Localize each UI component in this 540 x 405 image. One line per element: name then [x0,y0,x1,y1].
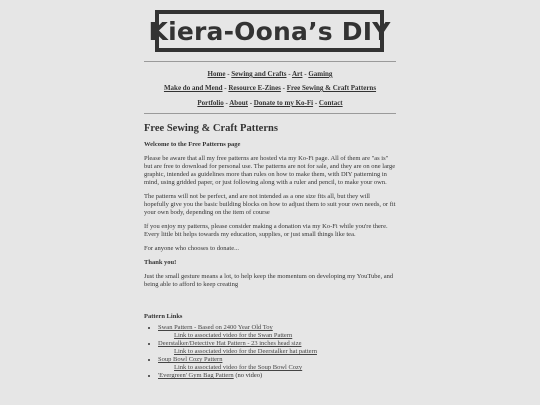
nav-contact-link[interactable]: Contact [318,99,343,107]
nav-donate-kofi-link[interactable]: Donate to my Ko-Fi [253,99,314,107]
nav-separator: - [223,99,230,107]
list-item [158,340,396,356]
swan-video-link[interactable]: Link to associated video for the Swan Pattern [174,332,293,339]
list-item [174,348,396,356]
deerstalker-pattern-link[interactable]: Deerstalker/Detective Hat Pattern - 23 inches head size [158,340,302,347]
welcome-heading: Welcome to the Free Patterns page [144,141,241,148]
nav-row-3 [144,99,396,107]
site-logo[interactable] [148,10,391,52]
donors-paragraph: For anyone who chooses to donate... [144,245,239,252]
no-video-note: (no video) [233,372,263,379]
donation-paragraph: If you enjoy my patterns, please consider making a donation via my Ko-Fi while you're there. Every little bit helps towards my education, supplies, or just small things like tea. [144,223,388,238]
nav-make-do-mend-link[interactable]: Make do and Mend [163,84,223,92]
nav-portfolio-link[interactable]: Portfolio [197,99,224,107]
nav-separator: - [302,70,309,78]
nav-sewing-crafts-link[interactable]: Sewing and Crafts [231,70,287,78]
swan-pattern-link[interactable]: Swan Pattern - Based on 2400 Year Old Toy [158,324,273,331]
list-item [158,372,396,380]
list-item [174,364,396,372]
nav-separator: - [222,84,229,92]
pattern-links-list [144,324,396,380]
nav-row-1 [144,70,396,78]
nav-separator: - [313,99,319,107]
page-title: Free Sewing & Craft Patterns [144,123,278,134]
nav-row-2 [144,84,396,92]
nav-separator: - [280,84,287,92]
closing-paragraph: Just the small gesture means a lot, to help keep the momentum on developing my YouTube, and being able to afford to keep creating [144,273,394,288]
soup-bowl-cozy-pattern-link[interactable]: Soup Bowl Cozy Pattern [158,356,223,363]
nav-home-link[interactable]: Home [207,70,226,78]
intro-paragraph: Please be aware that all my free patterns are hosted via my Ko-Fi page. All of them are "as is" but are free to download for personal use. The patterns are not for sale, and they are on one large graphic, intended as guidelines more than rules on how to make them, with DIY patterning in mind, using gridded paper, or just following along with a ruler and pencil, to make your own. [144,155,396,186]
pattern-links-heading: Pattern Links [144,313,183,320]
site-title: Kiera-Oona’s DIY [148,16,391,46]
list-item [174,332,396,340]
nav-resource-ezines-link[interactable]: Resource E-Zines [228,84,281,92]
top-divider [144,61,396,62]
list-item [158,324,396,340]
nav-about-link[interactable]: About [229,99,248,107]
nav-art-link[interactable]: Art [291,70,303,78]
nav-separator: - [247,99,254,107]
deerstalker-video-link[interactable]: Link to associated video for the Deerstalker hat pattern [174,348,317,355]
nav-free-patterns-link[interactable]: Free Sewing & Craft Patterns [286,84,377,92]
nav-divider [144,113,396,114]
nav-separator: - [286,70,292,78]
list-item [158,356,396,372]
soup-bowl-video-link[interactable]: Link to associated video for the Soup Bowl Cozy [174,364,303,371]
main-content [144,123,396,380]
nav-separator: - [225,70,232,78]
fit-paragraph: The patterns will not be perfect, and are not intended as a one size fits all, but they will hopefully give you the basic building blocks on how to adjust them to suit your own needs, or fit your own body, depending on the item of course [144,193,396,216]
gym-bag-pattern-link[interactable]: 'Evergreen' Gym Bag Pattern [158,372,234,379]
nav-gaming-link[interactable]: Gaming [308,70,333,78]
thank-you-text: Thank you! [144,259,177,266]
